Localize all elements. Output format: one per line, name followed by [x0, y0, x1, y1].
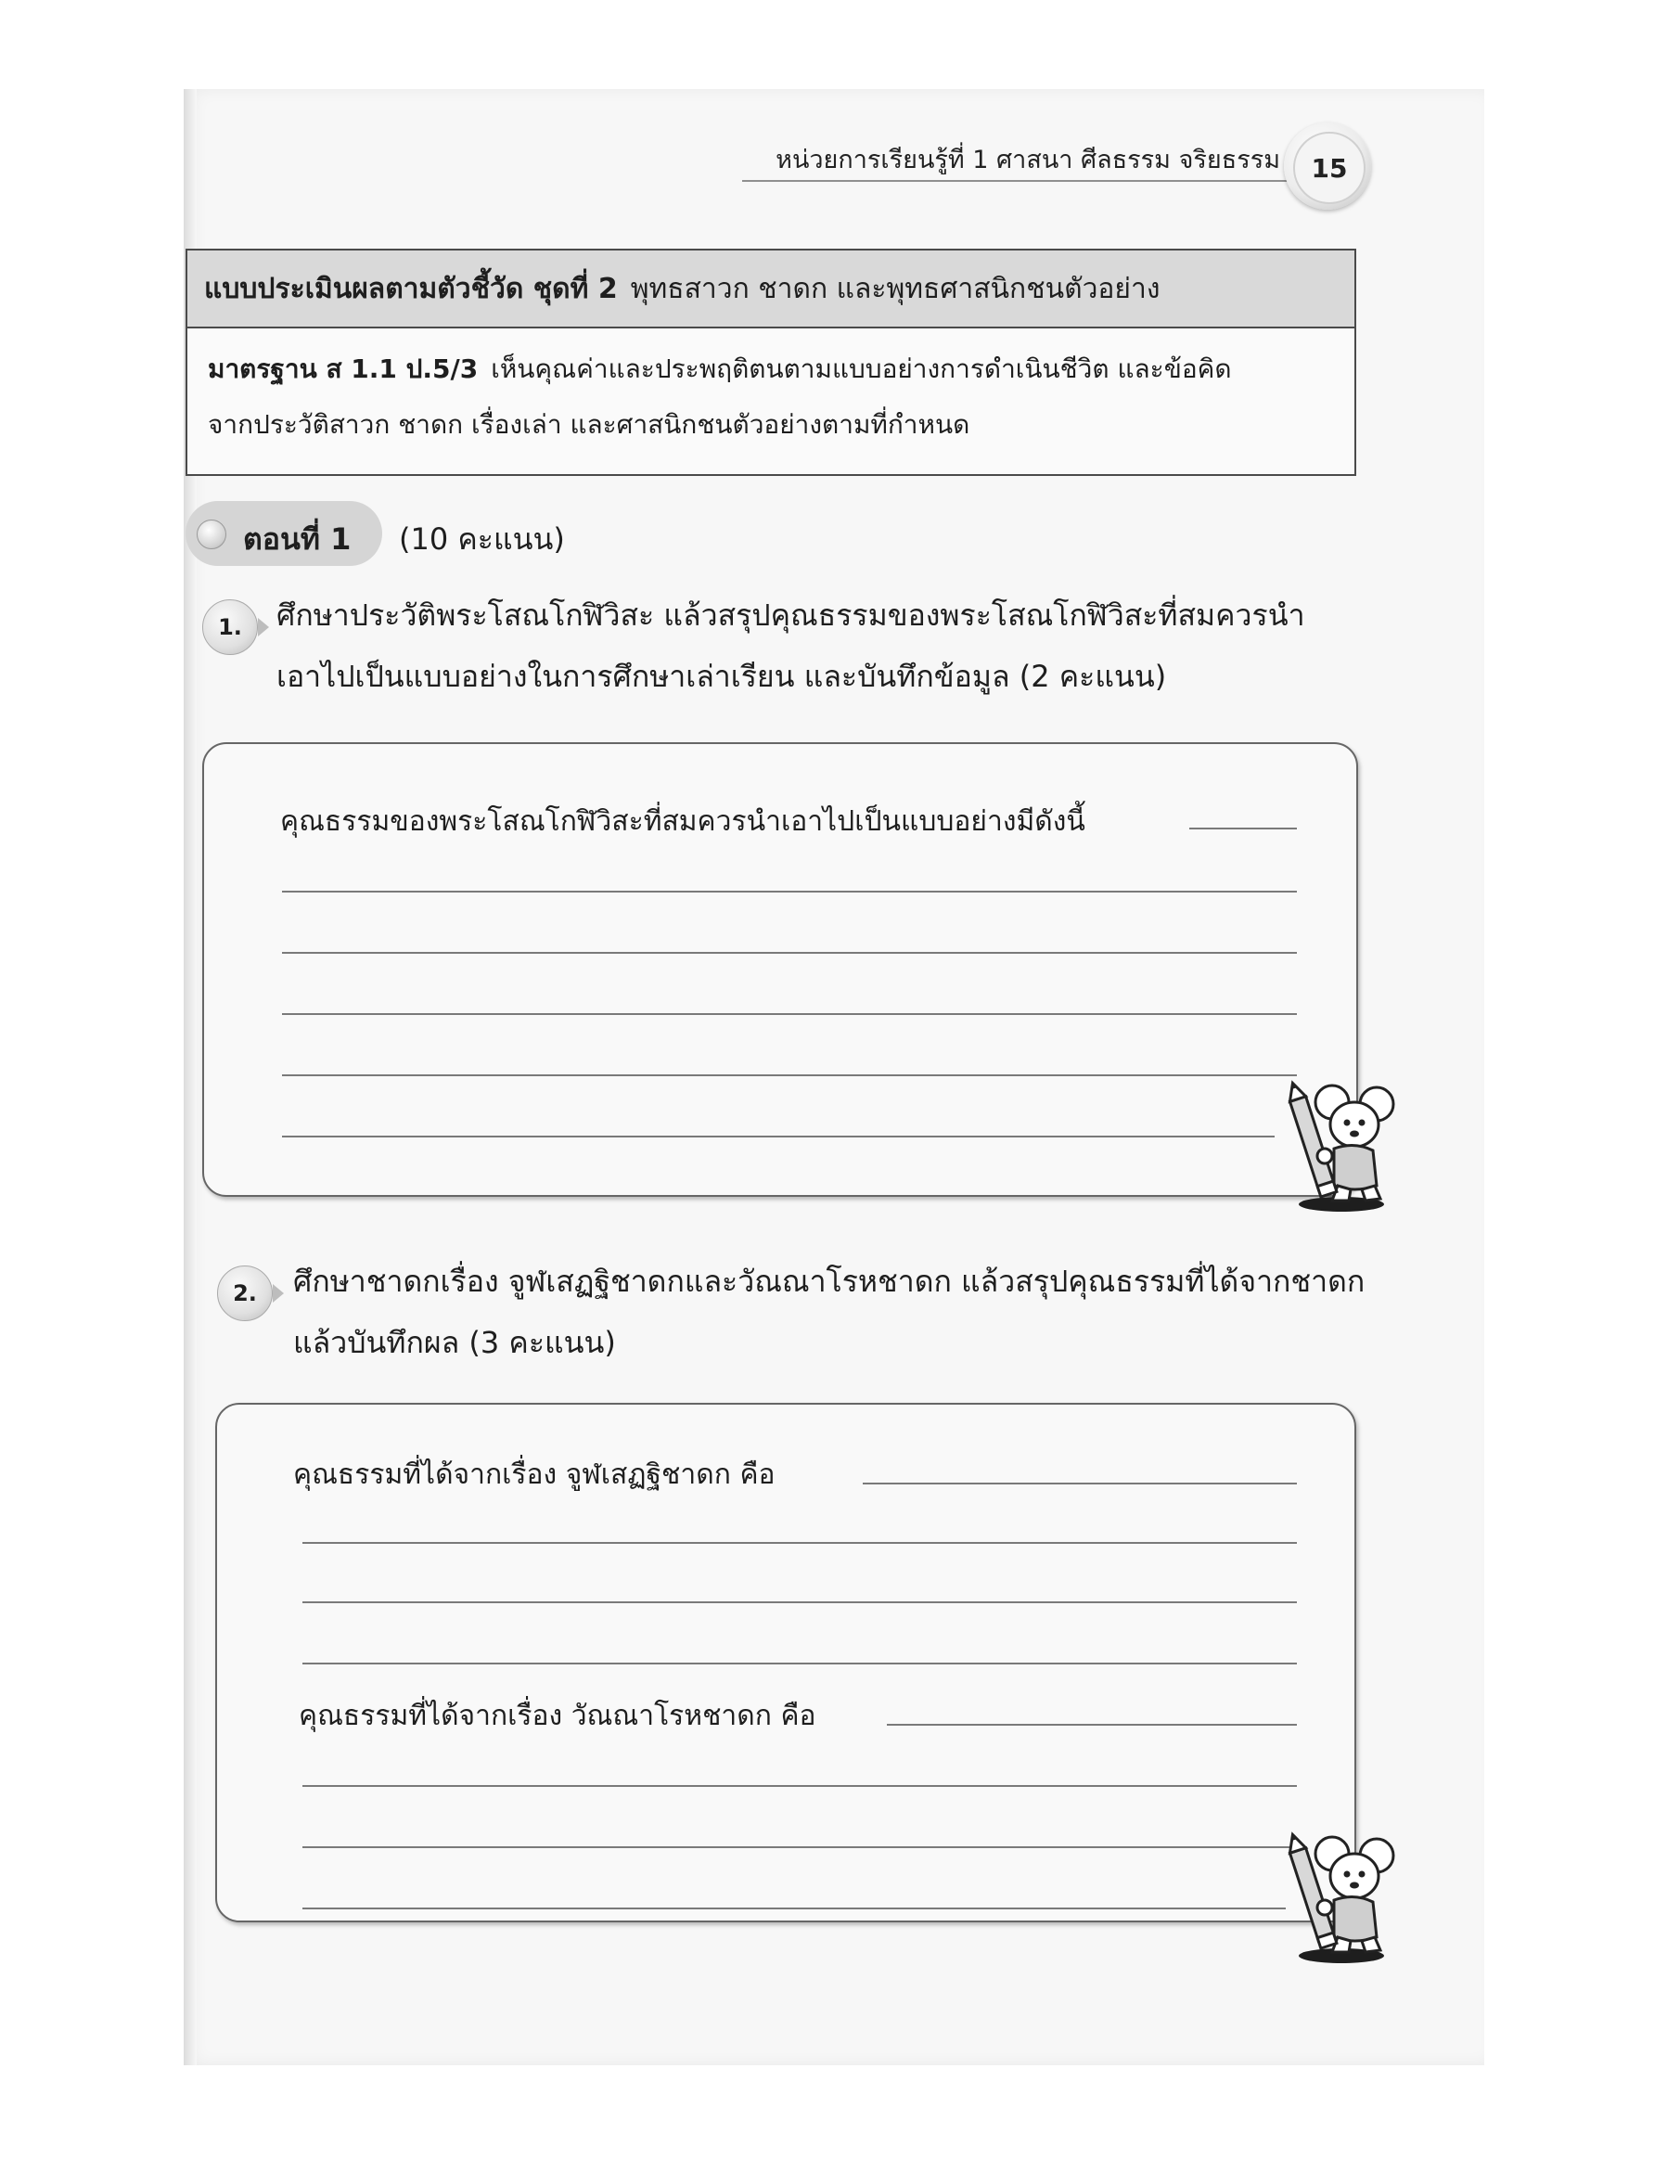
writing-line[interactable] [302, 1908, 1286, 1909]
standard-text-line-2: จากประวัติสาวก ชาดก เรื่องเล่า และศาสนิกชนตัวอย่างตามที่กำหนด [208, 409, 970, 440]
standard-code: มาตรฐาน ส 1.1 ป.5/3 [208, 353, 479, 384]
assessment-box [186, 249, 1356, 476]
writing-line[interactable] [302, 1663, 1297, 1664]
part-points: (10 คะแนน) [399, 521, 565, 557]
mouse-with-pencil-icon [1276, 1076, 1397, 1215]
question-1-text [276, 585, 1390, 707]
question-2-line-1: ศึกษาชาดกเรื่อง จูฬเสฏฐิชาดกและวัณณาโรหชาดก แล้วสรุปคุณธรรมที่ได้จากชาดก [293, 1264, 1366, 1299]
writing-line[interactable] [302, 1542, 1297, 1544]
answer-prompt-1: คุณธรรมของพระโสณโกฬิวิสะที่สมควรนำเอาไปเป็นแบบอย่างมีดังนี้ [280, 800, 1095, 843]
question-1-line-1: ศึกษาประวัติพระโสณโกฬิวิสะ แล้วสรุปคุณธรรมของพระโสณโกฬิวิสะที่สมควรนำ [276, 597, 1305, 633]
question-number-badge: 1. [202, 599, 258, 655]
writing-line[interactable] [887, 1724, 1297, 1726]
writing-line[interactable] [282, 1136, 1275, 1137]
unit-title: หน่วยการเรียนรู้ที่ 1 ศาสนา ศีลธรรม จริยธรรม [776, 146, 1280, 174]
bullet-dot-icon [197, 520, 226, 549]
writing-line[interactable] [302, 1846, 1297, 1848]
assessment-header [187, 251, 1354, 328]
learning-standard [208, 341, 1340, 453]
writing-line[interactable] [302, 1601, 1297, 1603]
answer-prompt-2a: คุณธรรมที่ได้จากเรื่อง จูฬเสฏฐิชาดก คือ [293, 1453, 785, 1497]
writing-line[interactable] [1189, 828, 1297, 829]
arrow-right-icon [273, 1284, 284, 1303]
mouse-with-pencil-icon [1276, 1828, 1397, 1967]
writing-line[interactable] [282, 952, 1297, 954]
part-label: ตอนที่ 1 [243, 521, 352, 557]
writing-line[interactable] [282, 1013, 1297, 1015]
writing-line[interactable] [863, 1483, 1297, 1484]
header-rule [742, 180, 1299, 182]
writing-line[interactable] [282, 891, 1297, 893]
writing-line[interactable] [302, 1785, 1297, 1787]
standard-text-line-1: เห็นคุณค่าและประพฤติตนตามแบบอย่างการดำเนินชีวิต และข้อคิด [491, 353, 1232, 384]
writing-line[interactable] [282, 1074, 1297, 1076]
question-number-badge: 2. [217, 1265, 273, 1321]
question-2-line-2: แล้วบันทึกผล (3 คะแนน) [293, 1325, 616, 1360]
question-1-line-2: เอาไปเป็นแบบอย่างในการศึกษาเล่าเรียน และบันทึกข้อมูล (2 คะแนน) [276, 659, 1167, 694]
arrow-right-icon [258, 618, 269, 636]
assessment-topic: พุทธสาวก ชาดก และพุทธศาสนิกชนตัวอย่าง [630, 272, 1161, 305]
page-number: 15 [1293, 132, 1366, 204]
question-2-text [293, 1251, 1406, 1373]
assessment-label: แบบประเมินผลตามตัวชี้วัด ชุดที่ 2 [204, 272, 618, 305]
answer-prompt-2b: คุณธรรมที่ได้จากเรื่อง วัณณาโรหชาดก คือ [299, 1694, 826, 1738]
